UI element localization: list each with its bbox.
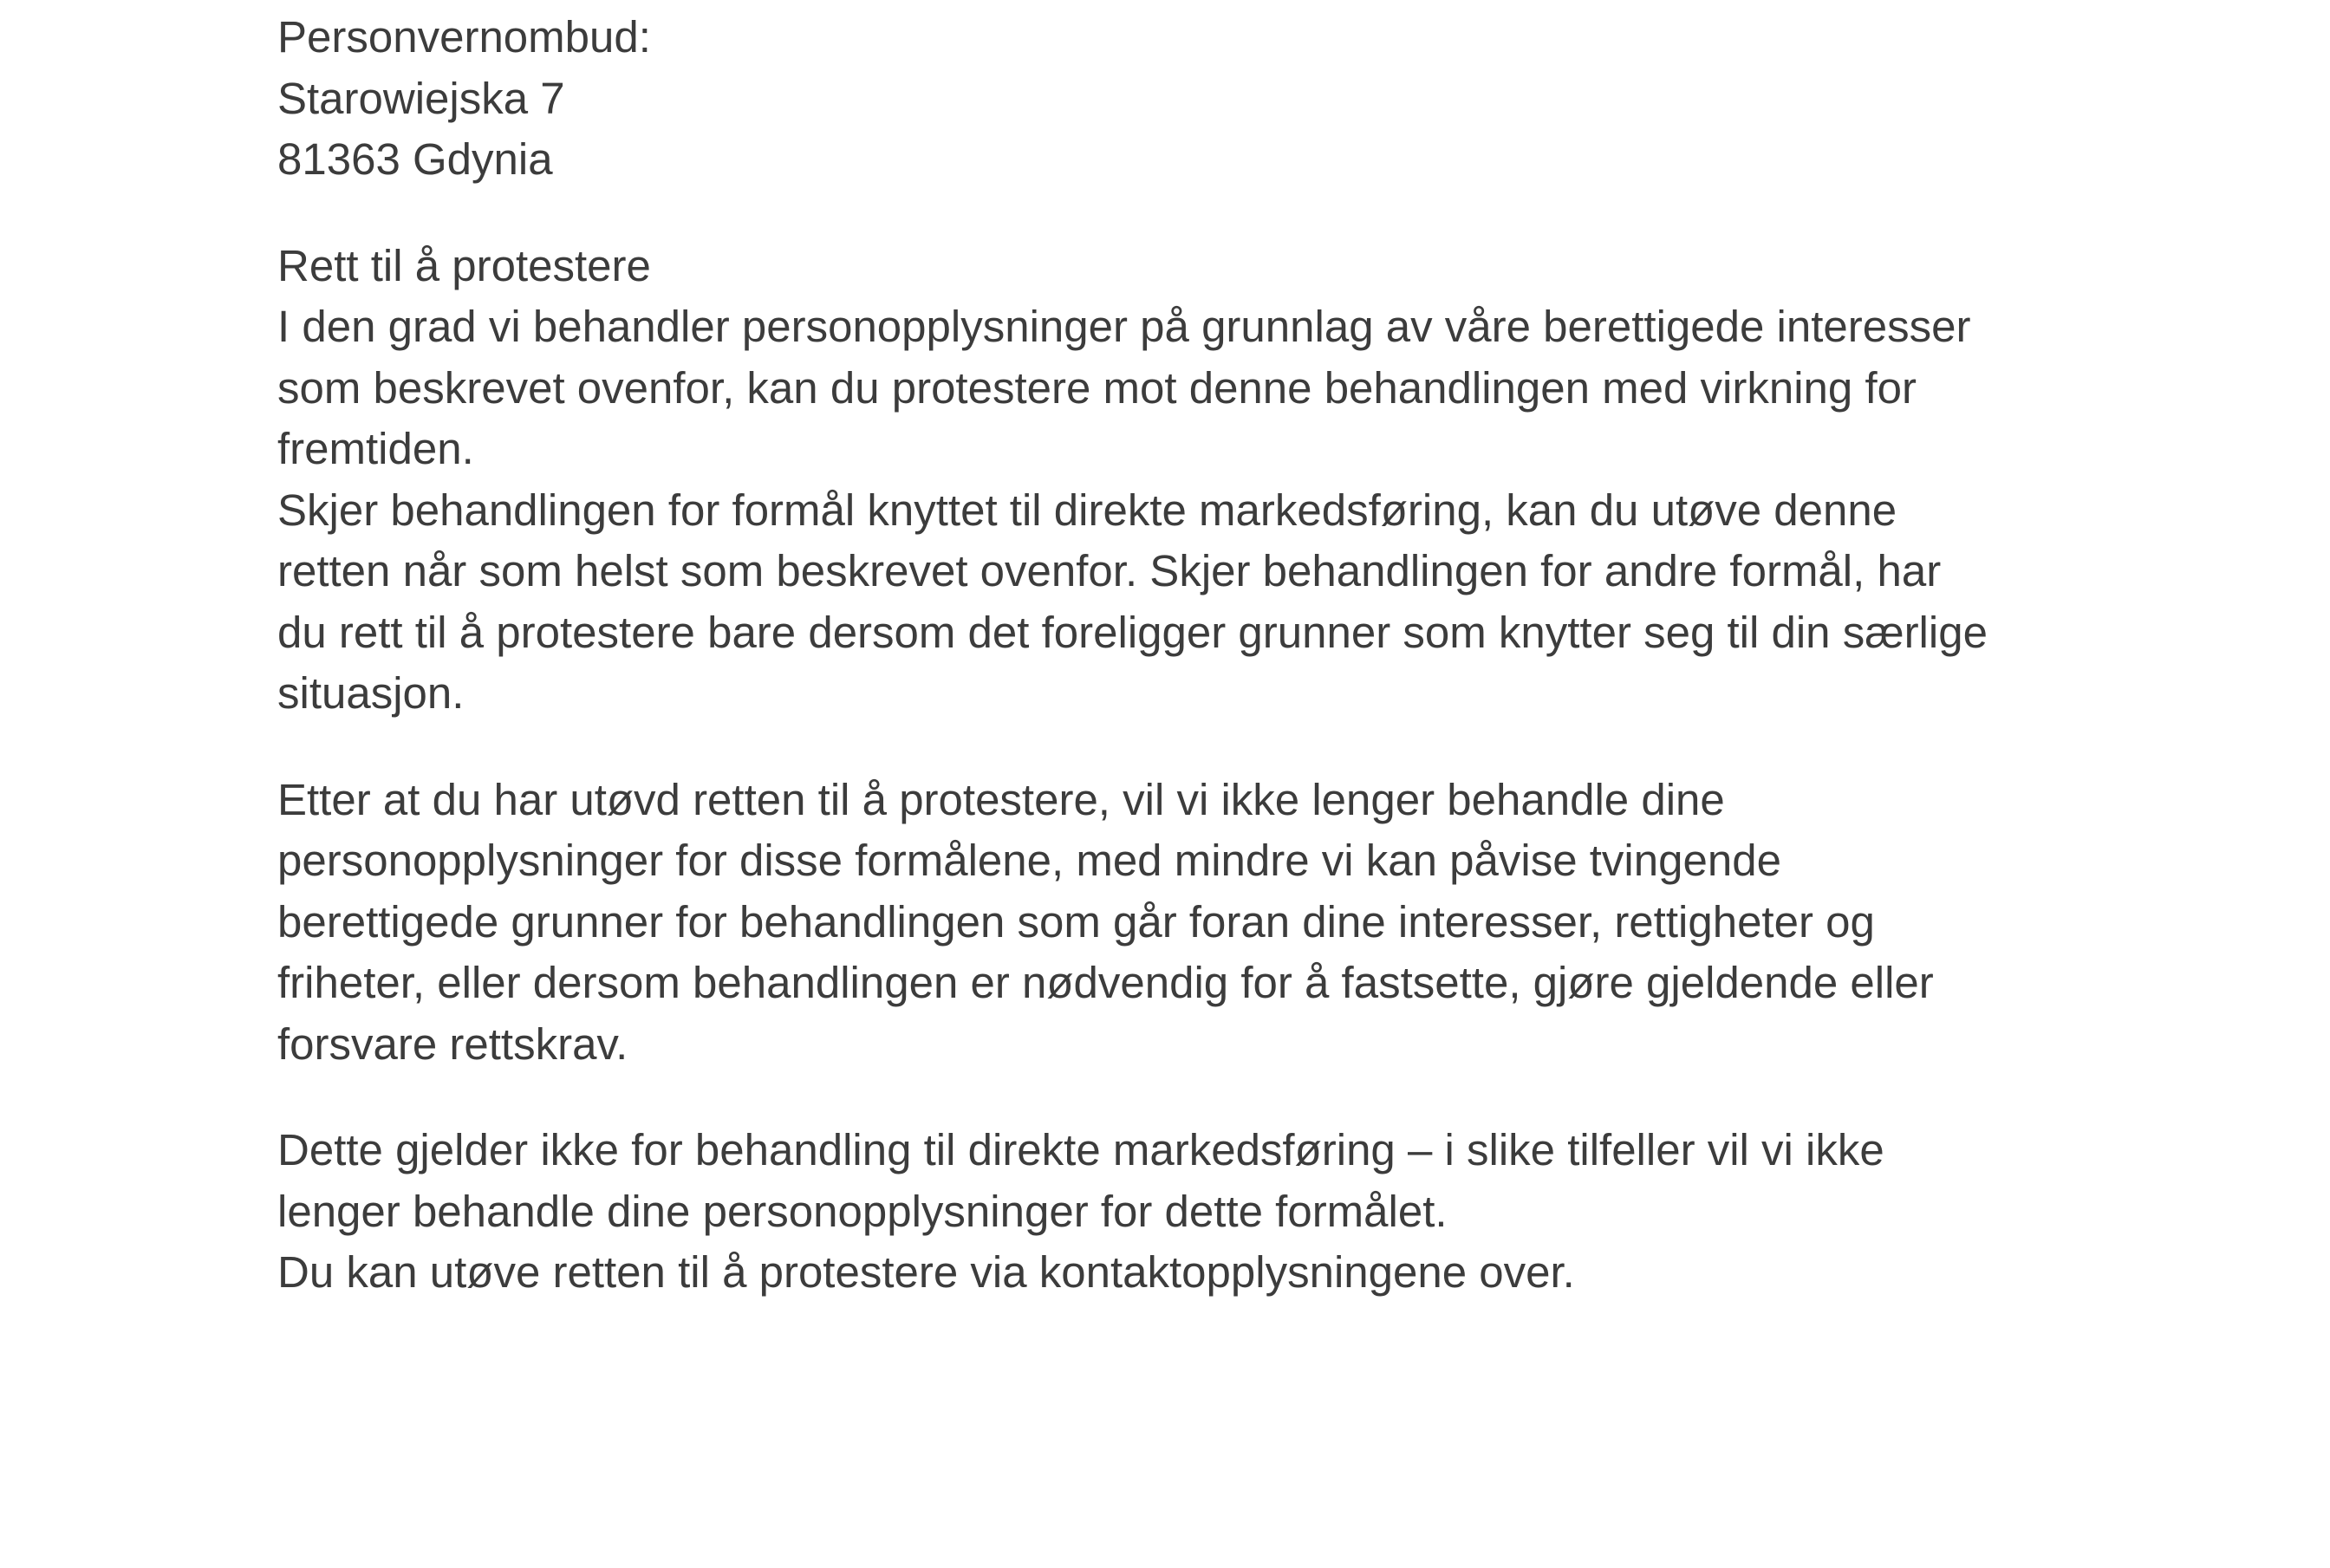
objection-title: Rett til å protestere <box>277 240 651 290</box>
text-line: som beskrevet ovenfor, kan du protestere mot denne behandlingen med virkning for <box>277 362 1917 413</box>
text-line: retten når som helst som beskrevet ovenfor. Skjer behandlingen for andre formål, har <box>277 546 1942 595</box>
document-page <box>277 7 2080 1304</box>
text-line: personopplysninger for disse formålene, med mindre vi kan påvise tvingende <box>277 836 1781 885</box>
text-line: Etter at du har utøvd retten til å protestere, vil vi ikke lenger behandle dine <box>277 774 1725 824</box>
text-line: friheter, eller dersom behandlingen er nødvendig for å fastsette, gjøre gjeldende eller <box>277 958 1934 1007</box>
text-line: Dette gjelder ikke for behandling til direkte markedsføring – i slike tilfeller vil vi ikke <box>277 1125 1884 1174</box>
after-objection-paragraph <box>277 770 2080 1076</box>
text-line: forsvare rettskrav. <box>277 1018 628 1069</box>
objection-section <box>277 236 2080 725</box>
text-line: du rett til å protestere bare dersom det foreligger grunner som knytter seg til din særlige <box>277 607 1988 657</box>
text-line: berettigede grunner for behandlingen som går foran dine interesser, rettigheter og <box>277 896 1875 947</box>
text-line: Skjer behandlingen for formål knyttet til direkte markedsføring, kan du utøve denne <box>277 485 1897 535</box>
dpo-heading: Personvernombud: <box>277 12 651 62</box>
text-line: lenger behandle dine personopplysninger for dette formålet. <box>277 1186 1448 1236</box>
dpo-street: Starowiejska 7 <box>277 73 565 123</box>
text-line: Du kan utøve retten til å protestere via kontaktopplysningene over. <box>277 1247 1575 1297</box>
text-line: situasjon. <box>277 668 465 718</box>
direct-marketing-paragraph <box>277 1120 2080 1304</box>
text-line: I den grad vi behandler personopplysninger på grunnlag av våre berettigede interesser <box>277 302 1971 351</box>
dpo-city: 81363 Gdynia <box>277 134 553 184</box>
dpo-address-block <box>277 7 2080 191</box>
text-line: fremtiden. <box>277 424 474 473</box>
